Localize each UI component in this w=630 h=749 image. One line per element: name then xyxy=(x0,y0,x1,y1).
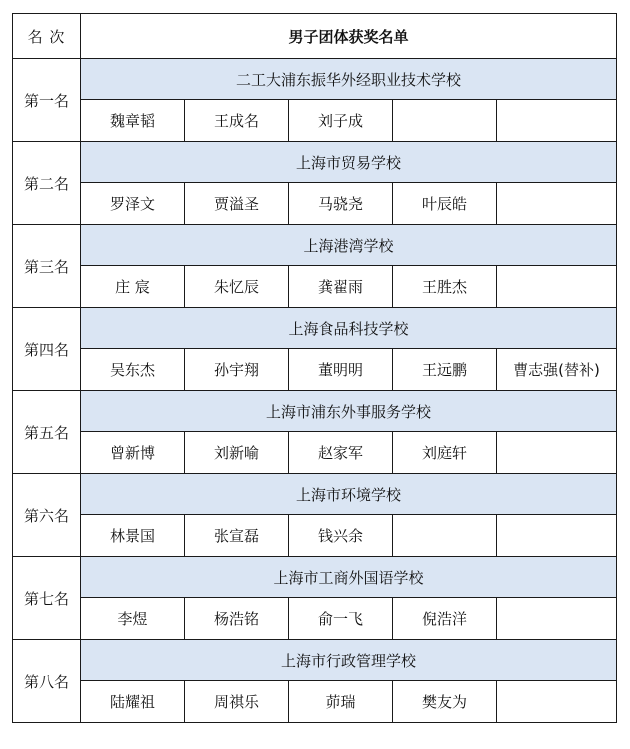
team-members-row xyxy=(13,183,617,225)
team-member: 孙宇翔 xyxy=(185,349,289,391)
team-members-row xyxy=(13,349,617,391)
team-member: 王胜杰 xyxy=(393,266,497,308)
team-member: 刘庭轩 xyxy=(393,432,497,474)
team-school: 上海食品科技学校 xyxy=(81,308,617,349)
awards-table xyxy=(12,13,617,723)
team-members-row xyxy=(13,100,617,142)
team-members-row xyxy=(13,266,617,308)
team-member: 茆瑞 xyxy=(289,681,393,723)
team-members-row xyxy=(13,432,617,474)
team-member: 林景国 xyxy=(81,515,185,557)
team-member: 马骁尧 xyxy=(289,183,393,225)
team-member xyxy=(393,100,497,142)
team-member: 李煜 xyxy=(81,598,185,640)
awards-table-body xyxy=(13,14,617,723)
team-school: 上海市贸易学校 xyxy=(81,142,617,183)
team-members-row xyxy=(13,681,617,723)
team-school: 二工大浦东振华外经职业技术学校 xyxy=(81,59,617,100)
team-member: 俞一飞 xyxy=(289,598,393,640)
team-member xyxy=(497,183,617,225)
team-member: 樊友为 xyxy=(393,681,497,723)
team-rank: 第四名 xyxy=(13,308,81,391)
rank-column-header: 名 次 xyxy=(13,14,81,59)
team-school-row xyxy=(13,308,617,349)
team-school-row xyxy=(13,474,617,515)
team-member xyxy=(393,515,497,557)
team-member xyxy=(497,515,617,557)
team-members-row xyxy=(13,515,617,557)
team-member: 赵家军 xyxy=(289,432,393,474)
team-member: 王远鹏 xyxy=(393,349,497,391)
team-member: 王成名 xyxy=(185,100,289,142)
table-title: 男子团体获奖名单 xyxy=(81,14,617,59)
team-school-row xyxy=(13,225,617,266)
team-member: 杨浩铭 xyxy=(185,598,289,640)
team-member xyxy=(497,432,617,474)
team-member xyxy=(497,266,617,308)
team-school: 上海市浦东外事服务学校 xyxy=(81,391,617,432)
team-member: 吴东杰 xyxy=(81,349,185,391)
header-row xyxy=(13,14,617,59)
team-school-row xyxy=(13,557,617,598)
team-school-row xyxy=(13,59,617,100)
team-member: 叶辰皓 xyxy=(393,183,497,225)
team-member: 庄 宸 xyxy=(81,266,185,308)
team-member: 贾溢圣 xyxy=(185,183,289,225)
team-member: 刘新喻 xyxy=(185,432,289,474)
team-member: 曾新博 xyxy=(81,432,185,474)
team-member xyxy=(497,100,617,142)
team-member: 刘子成 xyxy=(289,100,393,142)
team-member: 董明明 xyxy=(289,349,393,391)
team-school-row xyxy=(13,142,617,183)
team-school: 上海港湾学校 xyxy=(81,225,617,266)
team-school: 上海市行政管理学校 xyxy=(81,640,617,681)
team-member: 陆耀祖 xyxy=(81,681,185,723)
team-rank: 第二名 xyxy=(13,142,81,225)
team-member: 龚翟雨 xyxy=(289,266,393,308)
team-rank: 第三名 xyxy=(13,225,81,308)
team-member: 张宣磊 xyxy=(185,515,289,557)
team-school: 上海市工商外国语学校 xyxy=(81,557,617,598)
team-member: 倪浩洋 xyxy=(393,598,497,640)
team-member: 曹志强(替补) xyxy=(497,349,617,391)
team-member: 罗泽文 xyxy=(81,183,185,225)
team-member: 魏章韬 xyxy=(81,100,185,142)
team-member: 朱忆辰 xyxy=(185,266,289,308)
team-members-row xyxy=(13,598,617,640)
team-rank: 第七名 xyxy=(13,557,81,640)
team-school-row xyxy=(13,640,617,681)
team-member xyxy=(497,598,617,640)
team-member xyxy=(497,681,617,723)
team-member: 钱兴余 xyxy=(289,515,393,557)
team-rank: 第八名 xyxy=(13,640,81,723)
team-rank: 第一名 xyxy=(13,59,81,142)
team-rank: 第五名 xyxy=(13,391,81,474)
team-member: 周祺乐 xyxy=(185,681,289,723)
team-rank: 第六名 xyxy=(13,474,81,557)
team-school-row xyxy=(13,391,617,432)
team-school: 上海市环境学校 xyxy=(81,474,617,515)
